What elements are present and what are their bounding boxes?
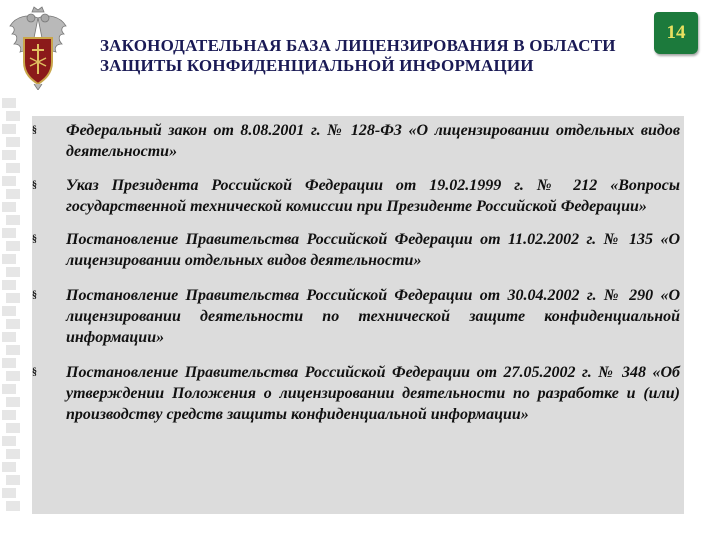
list-item	[32, 175, 680, 217]
page-number-badge: 14	[654, 12, 698, 54]
list-item-text: Указ Президента Российской Федерации от 19.02.1999 г. № 212 «Вопросы государственной технической комиссии при Президенте Российской Федерации»	[66, 177, 680, 215]
list-item	[32, 285, 680, 348]
bullet-icon: §	[32, 180, 37, 191]
list-item	[32, 362, 680, 425]
list-item	[32, 229, 680, 271]
coat-of-arms-icon	[6, 4, 70, 90]
bullet-icon: §	[32, 367, 37, 378]
page-title: ЗАКОНОДАТЕЛЬНАЯ БАЗА ЛИЦЕНЗИРОВАНИЯ В ОБЛАСТИ ЗАЩИТЫ КОНФИДЕНЦИАЛЬНОЙ ИНФОРМАЦИИ	[100, 36, 616, 75]
list-item	[32, 120, 680, 162]
bullet-icon: §	[32, 125, 37, 136]
legislation-list	[32, 120, 680, 425]
bullet-icon: §	[32, 234, 37, 245]
bullet-icon: §	[32, 290, 37, 301]
decorative-strip	[0, 98, 26, 538]
list-item-text: Федеральный закон от 8.08.2001 г. № 128-ФЗ «О лицензировании отдельных видов деятельности»	[66, 122, 680, 160]
list-item-text: Постановление Правительства Российской Федерации от 27.05.2002 г. № 348 «Об утверждении Положения о лицензировании деятельности по разработке и (или) производству средств защиты конфиденциальной информации»	[66, 364, 680, 423]
list-item-text: Постановление Правительства Российской Федерации от 30.04.2002 г. № 290 «О лицензировании деятельности по технической защите конфиденциальной информации»	[66, 287, 680, 346]
list-item-text: Постановление Правительства Российской Федерации от 11.02.2002 г. № 135 «О лицензировании отдельных видов деятельности»	[66, 231, 680, 269]
